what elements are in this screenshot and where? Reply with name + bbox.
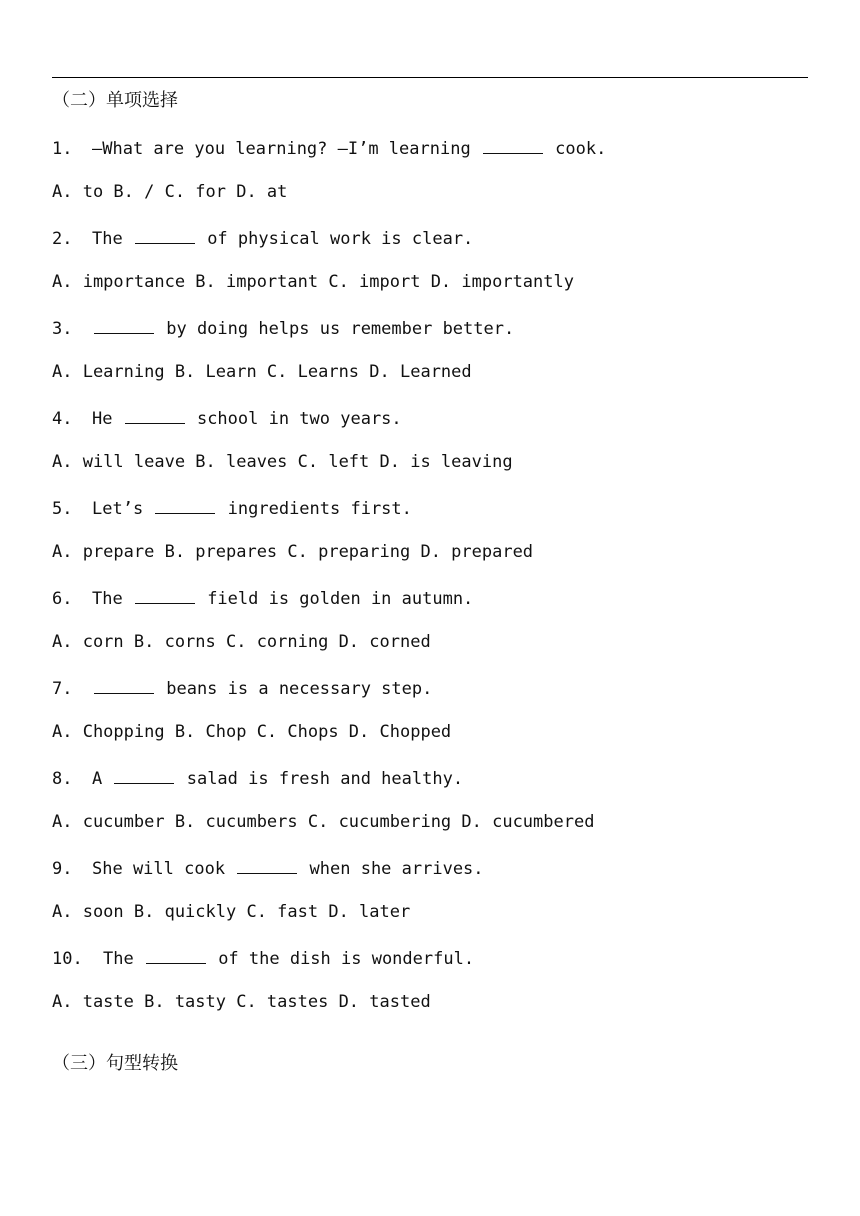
question-number: 1. [52,139,73,159]
question-item [52,225,812,270]
answer-options: A. Chopping B. Chop C. Chops D. Chopped [52,722,452,742]
question-item [52,585,812,630]
question-text-before: The [92,589,133,609]
question-item [52,135,812,180]
question-item [52,315,812,360]
question-number: 4. [52,409,73,429]
question-number: 7. [52,679,73,699]
question-item [52,495,812,540]
answer-blank [135,225,195,244]
section-heading-multiple-choice: （二）单项选择 [52,90,178,111]
answer-blank [94,675,154,694]
question-text-before: She will cook [92,859,236,879]
answer-options: A. corn B. corns C. corning D. corned [52,632,431,652]
answer-blank [155,495,215,514]
question-item [52,855,812,900]
question-number: 10. [52,949,83,969]
answer-blank [237,855,297,874]
section-heading-sentence-transformation: （三）句型转换 [52,1053,178,1074]
question-item [52,405,812,450]
question-list [52,135,812,1035]
question-text-after: school in two years. [186,409,402,429]
answer-options: A. to B. / C. for D. at [52,182,288,202]
question-text-before: A [92,769,113,789]
answer-options: A. will leave B. leaves C. left D. is leaving [52,452,513,472]
question-text-before: The [92,229,133,249]
question-number: 3. [52,319,73,339]
question-number: 6. [52,589,73,609]
answer-blank [146,945,206,964]
answer-blank [125,405,185,424]
question-text-after: beans is a necessary step. [156,679,433,699]
question-text-after: field is golden in autumn. [196,589,474,609]
question-text-after: ingredients first. [217,499,412,519]
question-text-after: when she arrives. [299,859,484,879]
question-text-before: Let’s [92,499,154,519]
answer-options: A. soon B. quickly C. fast D. later [52,902,411,922]
question-item [52,945,812,990]
question-number: 5. [52,499,73,519]
question-item [52,765,812,810]
question-item [52,675,812,720]
answer-options: A. taste B. tasty C. tastes D. tasted [52,992,431,1012]
question-text-after: salad is fresh and healthy. [176,769,464,789]
answer-options: A. Learning B. Learn C. Learns D. Learned [52,362,472,382]
question-number: 2. [52,229,73,249]
question-text-after: cook. [544,139,607,159]
answer-options: A. importance B. important C. import D. importantly [52,272,574,292]
answer-blank [94,315,154,334]
question-text-after: by doing helps us remember better. [156,319,515,339]
question-number: 8. [52,769,73,789]
question-text-before: —What are you learning? —I’m learning [92,139,481,159]
top-horizontal-rule [52,77,808,78]
question-number: 9. [52,859,73,879]
answer-blank [135,585,195,604]
question-text-after: of physical work is clear. [196,229,474,249]
question-text-after: of the dish is wonderful. [207,949,475,969]
answer-options: A. prepare B. prepares C. preparing D. prepared [52,542,534,562]
answer-options: A. cucumber B. cucumbers C. cucumbering D. cucumbered [52,812,595,832]
answer-blank [114,765,174,784]
question-text-before: He [92,409,123,429]
answer-blank [483,135,543,154]
question-text-before: The [103,949,144,969]
